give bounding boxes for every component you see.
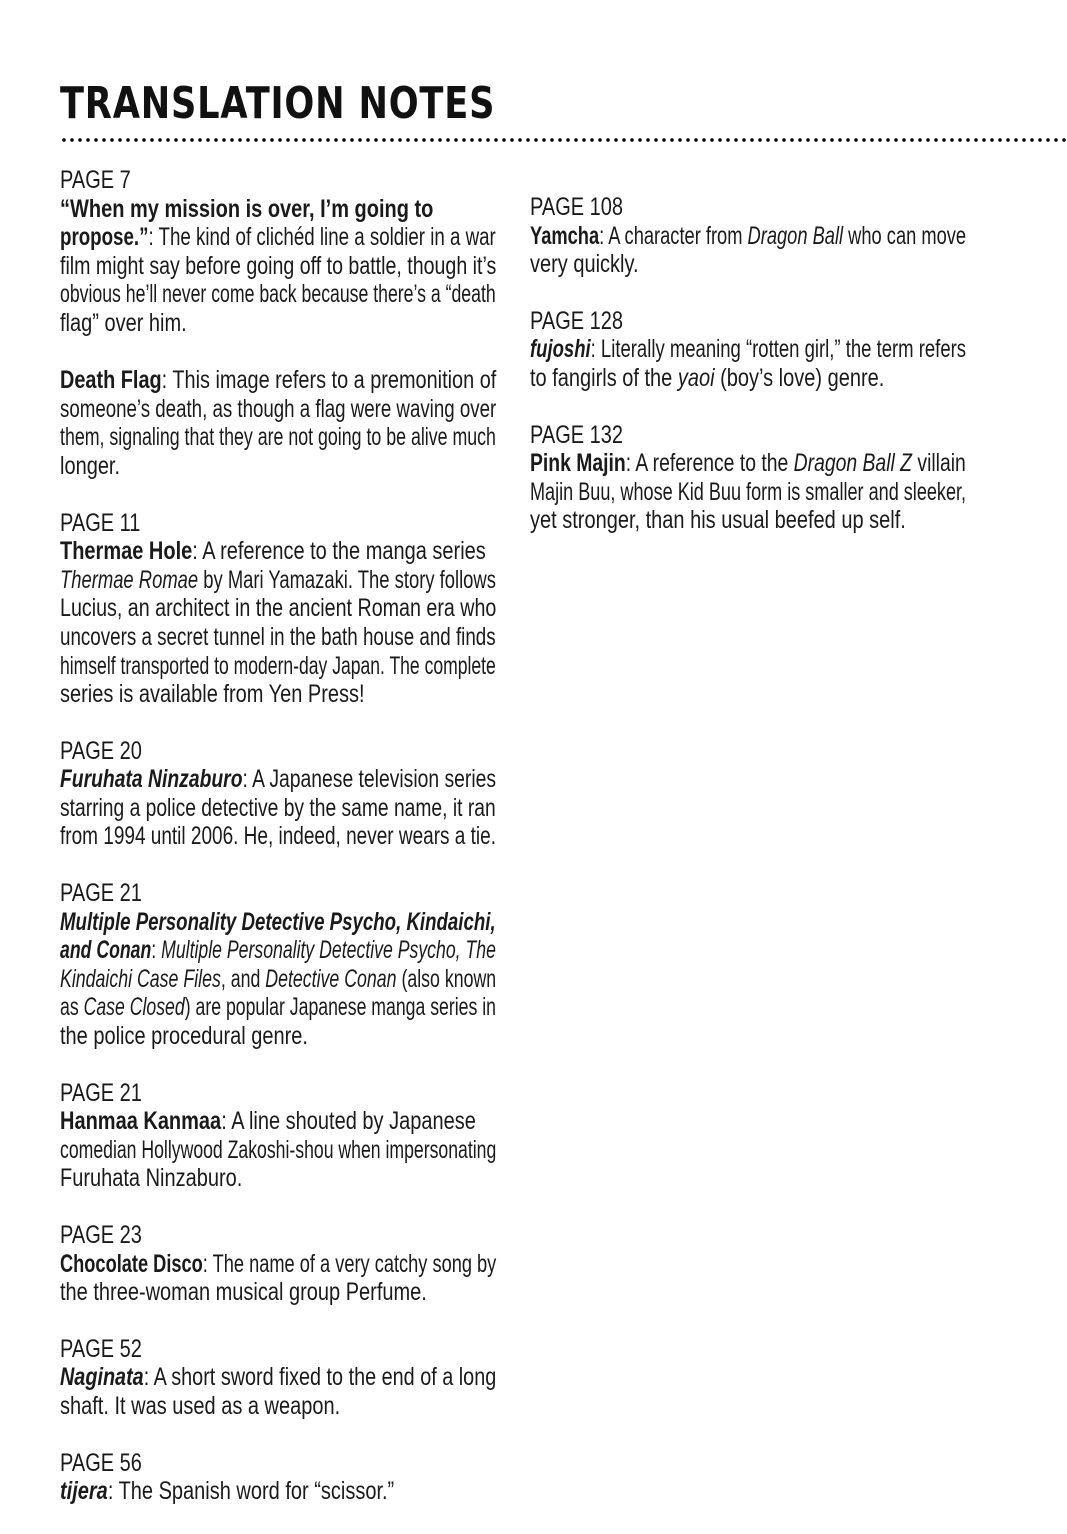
- translation-note: [60, 1079, 496, 1193]
- note-text: himself transported to modern-day Japan. The complete: [60, 651, 496, 680]
- note-text: by Mari Yamazaki. The story follows: [198, 565, 496, 594]
- note-text: yet stronger, than his usual beefed up self.: [530, 506, 906, 535]
- note-text: : The Spanish word for “scissor.”: [107, 1477, 395, 1506]
- note-text-line: [60, 252, 496, 281]
- note-term: Furuhata Ninzaburo: [60, 765, 243, 794]
- note-text: the three-woman musical group Perfume.: [60, 1278, 427, 1307]
- note-text: : Literally meaning “rotten girl,” the term refers: [590, 335, 967, 364]
- note-text-line: [60, 280, 496, 309]
- note-text: longer.: [60, 451, 121, 480]
- note-text: uncovers a secret tunnel in the bath house and finds: [60, 622, 496, 651]
- note-text: Kindaichi Case Files: [60, 964, 221, 993]
- note-page-label: PAGE 21: [60, 1078, 142, 1107]
- note-text-line: [60, 1164, 496, 1193]
- note-text: Furuhata Ninzaburo.: [60, 1164, 243, 1193]
- note-text-line: [60, 195, 496, 224]
- note-term: tijera: [60, 1477, 108, 1506]
- note-text-line: [60, 680, 496, 709]
- note-text-line: [60, 566, 496, 595]
- note-text-line: [60, 594, 496, 623]
- note-text-line: [60, 537, 496, 566]
- note-text-line: [60, 1363, 496, 1392]
- translation-note: [60, 879, 496, 1051]
- note-text-line: [60, 395, 496, 424]
- note-text: Case Closed: [83, 993, 185, 1022]
- note-text: very quickly.: [530, 250, 639, 279]
- note-page-label: PAGE 52: [60, 1334, 142, 1363]
- note-text-line: [60, 1250, 496, 1279]
- translation-note: [60, 737, 496, 851]
- note-term: Chocolate Disco: [60, 1249, 203, 1278]
- note-text-line: [60, 1392, 496, 1421]
- note-text-line: [60, 1278, 496, 1307]
- note-text-line: [530, 478, 966, 507]
- note-text: : This image refers to a premonition of: [161, 366, 497, 395]
- note-text-line: [60, 908, 496, 937]
- note-page-label: PAGE 20: [60, 736, 142, 765]
- note-text: Thermae Romae: [60, 565, 199, 594]
- note-text: someone’s death, as though a flag were waving over: [60, 394, 497, 423]
- note-text-line: [60, 452, 496, 481]
- note-term: Thermae Hole: [60, 537, 193, 566]
- note-text: Lucius, an architect in the ancient Roman era who: [60, 594, 497, 623]
- note-text: ) are popular Japanese manga series in: [184, 993, 497, 1022]
- note-text: to fangirls of the: [530, 363, 678, 392]
- note-text-line: [60, 993, 496, 1022]
- note-text: : The name of a very catchy song by: [202, 1249, 497, 1278]
- note-text-line: [60, 1107, 496, 1136]
- page-title: TRANSLATION NOTES: [60, 78, 496, 129]
- note-text: : A character from: [599, 221, 748, 250]
- note-text: : A reference to the manga series: [192, 537, 486, 566]
- note-text-line: [60, 765, 496, 794]
- note-page-label: PAGE 128: [530, 306, 624, 335]
- translation-note: [60, 1449, 496, 1506]
- note-term: Pink Majin: [530, 449, 626, 478]
- note-text: yaoi: [677, 363, 715, 392]
- note-term: and Conan: [60, 936, 152, 965]
- note-text-line: [60, 223, 496, 252]
- note-text-line: [60, 1022, 496, 1051]
- note-text-line: [530, 250, 966, 279]
- note-text: : A reference to the: [625, 449, 794, 478]
- note-text: villain: [912, 449, 966, 478]
- translation-note: [530, 307, 966, 393]
- note-text-line: [60, 1136, 496, 1165]
- notes-column-left: [60, 166, 496, 1534]
- note-page-label: PAGE 23: [60, 1221, 142, 1249]
- note-term: Hanmaa Kanmaa: [60, 1107, 222, 1136]
- note-page-label: PAGE 108: [530, 193, 624, 221]
- note-term: fujoshi: [530, 335, 591, 364]
- translation-note: [530, 193, 966, 279]
- note-page-label: PAGE 7: [60, 166, 131, 194]
- note-text: Detective Conan: [265, 964, 397, 993]
- note-text-line: [60, 338, 496, 367]
- note-text-line: [60, 1477, 496, 1506]
- note-text: (boy’s love) genre.: [714, 363, 885, 392]
- note-term: Naginata: [60, 1363, 144, 1392]
- note-term: Multiple Personality Detective Psycho, Kindaichi,: [60, 907, 496, 936]
- note-page-label: PAGE 56: [60, 1448, 142, 1477]
- note-text-line: [60, 423, 496, 452]
- translation-note: [60, 166, 496, 481]
- translation-note: [530, 421, 966, 535]
- note-text: Dragon Ball Z: [793, 449, 913, 478]
- note-text: film might say before going off to battle, though it’s: [60, 251, 497, 280]
- note-text-line: [530, 449, 966, 478]
- note-page-label: PAGE 11: [60, 508, 141, 537]
- note-term: Death Flag: [60, 366, 162, 395]
- note-text-line: [60, 309, 496, 338]
- translation-note: [60, 1221, 496, 1307]
- note-text: Majin Buu, whose Kid Buu form is smaller and sleeker,: [530, 477, 967, 506]
- note-page-label: PAGE 132: [530, 420, 624, 449]
- note-text: :: [151, 936, 162, 965]
- note-text: who can move: [843, 221, 967, 250]
- note-text: series is available from Yen Press!: [60, 680, 365, 709]
- note-text: , and: [220, 964, 266, 993]
- note-text-line: [60, 652, 496, 681]
- note-text: them, signaling that they are not going to be alive much: [60, 423, 496, 452]
- note-text: starring a police detective by the same name, it ran: [60, 793, 496, 822]
- note-text: Multiple Personality Detective Psycho, The: [161, 936, 496, 965]
- note-text: as: [60, 993, 84, 1022]
- note-text-line: [530, 364, 966, 393]
- note-text-line: [60, 965, 496, 994]
- note-page-label: PAGE 21: [60, 879, 142, 908]
- note-text: flag” over him.: [60, 308, 187, 337]
- dotted-divider: [60, 137, 1067, 143]
- note-text: : A line shouted by Japanese: [221, 1107, 476, 1136]
- note-text-line: [60, 794, 496, 823]
- note-text: obvious he’ll never come back because there’s a “death: [60, 280, 496, 309]
- note-text-line: [530, 335, 966, 364]
- note-text-line: [530, 222, 966, 251]
- note-text: : A Japanese television series: [242, 765, 497, 794]
- note-text-line: [60, 623, 496, 652]
- note-text-line: [60, 936, 496, 965]
- note-text: the police procedural genre.: [60, 1022, 308, 1051]
- translation-note: [60, 1335, 496, 1421]
- note-text-line: [530, 506, 966, 535]
- note-text: : A short sword fixed to the end of a long: [143, 1363, 497, 1392]
- note-text: Dragon Ball: [747, 221, 844, 250]
- note-text: (also known: [396, 964, 497, 993]
- note-term: propose.”: [60, 223, 149, 252]
- note-text: comedian Hollywood Zakoshi-shou when impersonating: [60, 1135, 497, 1164]
- translation-note: [60, 509, 496, 709]
- note-text: from 1994 until 2006. He, indeed, never wears a tie.: [60, 822, 496, 851]
- note-term: Yamcha: [530, 221, 600, 250]
- note-text: shaft. It was used as a weapon.: [60, 1391, 341, 1420]
- note-text: : The kind of clichéd line a soldier in a war: [148, 223, 496, 252]
- note-text-line: [60, 822, 496, 851]
- notes-column-right: [530, 193, 966, 563]
- note-term: “When my mission is over, I’m going to: [60, 194, 434, 223]
- note-text-line: [60, 366, 496, 395]
